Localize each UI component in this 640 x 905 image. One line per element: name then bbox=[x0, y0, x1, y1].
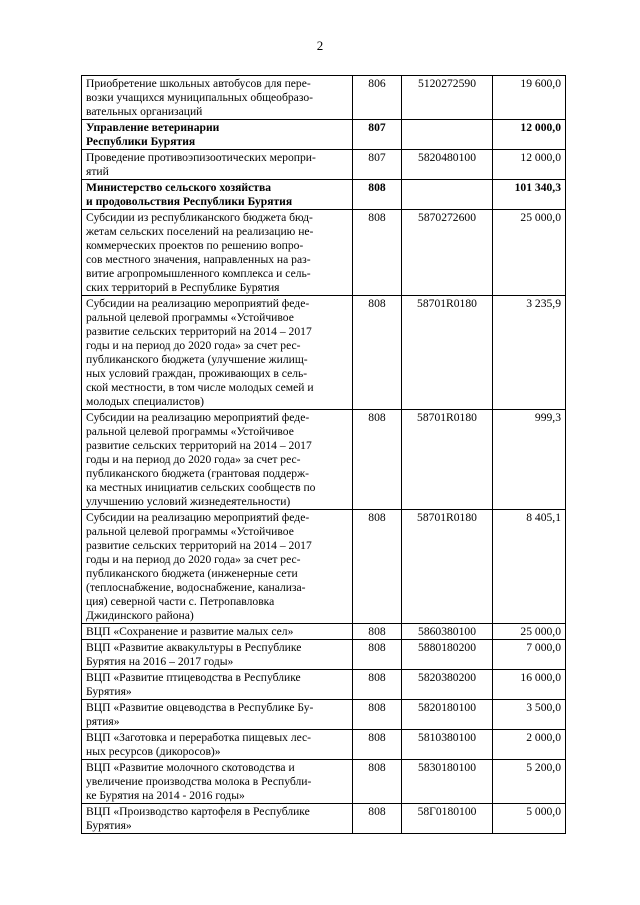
row-name-cell: Субсидии на реализацию мероприятий феде- ральной целевой программы «Устойчивое развитие сельских территорий на 2014 – 2017 годы и на период до 2020 года» за счет рес- публиканского бюджета (инженерные сети (теплоснабжение, водоснабжение, канализа- ция) северной части с. Петропавловка Джидинского района) bbox=[82, 510, 353, 624]
row-code-cell: 808 bbox=[353, 730, 402, 760]
row-sum-cell: 5 000,0 bbox=[493, 804, 566, 834]
row-csr-cell: 58701R0180 bbox=[402, 510, 493, 624]
budget-table-body bbox=[82, 76, 566, 834]
row-sum-cell: 2 000,0 bbox=[493, 730, 566, 760]
row-csr-cell: 5810380100 bbox=[402, 730, 493, 760]
row-code-cell: 806 bbox=[353, 76, 402, 120]
table-row bbox=[82, 640, 566, 670]
row-name-cell: Приобретение школьных автобусов для пере- возки учащихся муниципальных общеобразо- вательных организаций bbox=[82, 76, 353, 120]
table-row bbox=[82, 296, 566, 410]
row-code-cell: 808 bbox=[353, 804, 402, 834]
row-sum-cell: 12 000,0 bbox=[493, 120, 566, 150]
row-name-cell: ВЦП «Производство картофеля в Республике Бурятия» bbox=[82, 804, 353, 834]
row-name-cell: Проведение противоэпизоотических меропри- ятий bbox=[82, 150, 353, 180]
row-csr-cell: 5120272590 bbox=[402, 76, 493, 120]
row-csr-cell: 5860380100 bbox=[402, 624, 493, 640]
row-code-cell: 807 bbox=[353, 150, 402, 180]
budget-table bbox=[81, 75, 566, 834]
row-sum-cell: 25 000,0 bbox=[493, 210, 566, 296]
row-csr-cell: 5830180100 bbox=[402, 760, 493, 804]
row-name-cell: Управление ветеринарии Республики Бурятия bbox=[82, 120, 353, 150]
row-csr-cell bbox=[402, 180, 493, 210]
row-csr-cell bbox=[402, 120, 493, 150]
table-row bbox=[82, 150, 566, 180]
table-row bbox=[82, 730, 566, 760]
row-name-cell: ВЦП «Заготовка и переработка пищевых лес- ных ресурсов (дикоросов)» bbox=[82, 730, 353, 760]
row-csr-cell: 58Г0180100 bbox=[402, 804, 493, 834]
row-sum-cell: 16 000,0 bbox=[493, 670, 566, 700]
row-name-cell: ВЦП «Развитие птицеводства в Республике Бурятия» bbox=[82, 670, 353, 700]
row-name-cell: Министерство сельского хозяйства и продовольствия Республики Бурятия bbox=[82, 180, 353, 210]
row-sum-cell: 25 000,0 bbox=[493, 624, 566, 640]
row-sum-cell: 8 405,1 bbox=[493, 510, 566, 624]
table-row bbox=[82, 624, 566, 640]
row-code-cell: 808 bbox=[353, 210, 402, 296]
row-name-cell: ВЦП «Развитие овцеводства в Республике Бу- рятия» bbox=[82, 700, 353, 730]
table-row bbox=[82, 210, 566, 296]
row-code-cell: 808 bbox=[353, 180, 402, 210]
row-code-cell: 808 bbox=[353, 640, 402, 670]
row-csr-cell: 5880180200 bbox=[402, 640, 493, 670]
row-sum-cell: 3 235,9 bbox=[493, 296, 566, 410]
row-code-cell: 808 bbox=[353, 700, 402, 730]
row-sum-cell: 19 600,0 bbox=[493, 76, 566, 120]
row-name-cell: ВЦП «Развитие аквакультуры в Республике Бурятия на 2016 – 2017 годы» bbox=[82, 640, 353, 670]
row-csr-cell: 5820180100 bbox=[402, 700, 493, 730]
table-row bbox=[82, 120, 566, 150]
row-csr-cell: 58701R0180 bbox=[402, 296, 493, 410]
table-row bbox=[82, 804, 566, 834]
table-row bbox=[82, 510, 566, 624]
table-row bbox=[82, 76, 566, 120]
row-sum-cell: 3 500,0 bbox=[493, 700, 566, 730]
row-sum-cell: 5 200,0 bbox=[493, 760, 566, 804]
table-row bbox=[82, 180, 566, 210]
row-sum-cell: 7 000,0 bbox=[493, 640, 566, 670]
row-name-cell: Субсидии на реализацию мероприятий феде- ральной целевой программы «Устойчивое развитие сельских территорий на 2014 – 2017 годы и на период до 2020 года» за счет рес- публиканского бюджета (грантовая поддерж- ка местных инициатив сельских сообществ по улучшению условий жизнедеятельности) bbox=[82, 410, 353, 510]
row-csr-cell: 5820480100 bbox=[402, 150, 493, 180]
row-code-cell: 808 bbox=[353, 760, 402, 804]
row-code-cell: 807 bbox=[353, 120, 402, 150]
row-sum-cell: 101 340,3 bbox=[493, 180, 566, 210]
row-code-cell: 808 bbox=[353, 510, 402, 624]
row-csr-cell: 5870272600 bbox=[402, 210, 493, 296]
row-code-cell: 808 bbox=[353, 410, 402, 510]
table-row bbox=[82, 760, 566, 804]
row-sum-cell: 12 000,0 bbox=[493, 150, 566, 180]
row-name-cell: Субсидии на реализацию мероприятий феде- ральной целевой программы «Устойчивое развитие сельских территорий на 2014 – 2017 годы и на период до 2020 года» за счет рес- публиканского бюджета (улучшение жилищ- ных условий граждан, проживающих в сель- ской местности, в том числе молодых семей и молодых специалистов) bbox=[82, 296, 353, 410]
table-row bbox=[82, 410, 566, 510]
page-number: 2 bbox=[316, 38, 324, 53]
row-code-cell: 808 bbox=[353, 624, 402, 640]
row-csr-cell: 58701R0180 bbox=[402, 410, 493, 510]
table-row bbox=[82, 700, 566, 730]
row-name-cell: ВЦП «Развитие молочного скотоводства и увеличение производства молока в Республи- ке Бурятия на 2014 - 2016 годы» bbox=[82, 760, 353, 804]
row-code-cell: 808 bbox=[353, 670, 402, 700]
row-name-cell: Субсидии из республиканского бюджета бюд- жетам сельских поселений на реализацию не- коммерческих проектов по решению вопро- сов местного значения, направленных на раз- витие агропромышленного комплекса и сель- ских территорий в Республике Бурятия bbox=[82, 210, 353, 296]
table-row bbox=[82, 670, 566, 700]
row-code-cell: 808 bbox=[353, 296, 402, 410]
row-csr-cell: 5820380200 bbox=[402, 670, 493, 700]
row-name-cell: ВЦП «Сохранение и развитие малых сел» bbox=[82, 624, 353, 640]
row-sum-cell: 999,3 bbox=[493, 410, 566, 510]
